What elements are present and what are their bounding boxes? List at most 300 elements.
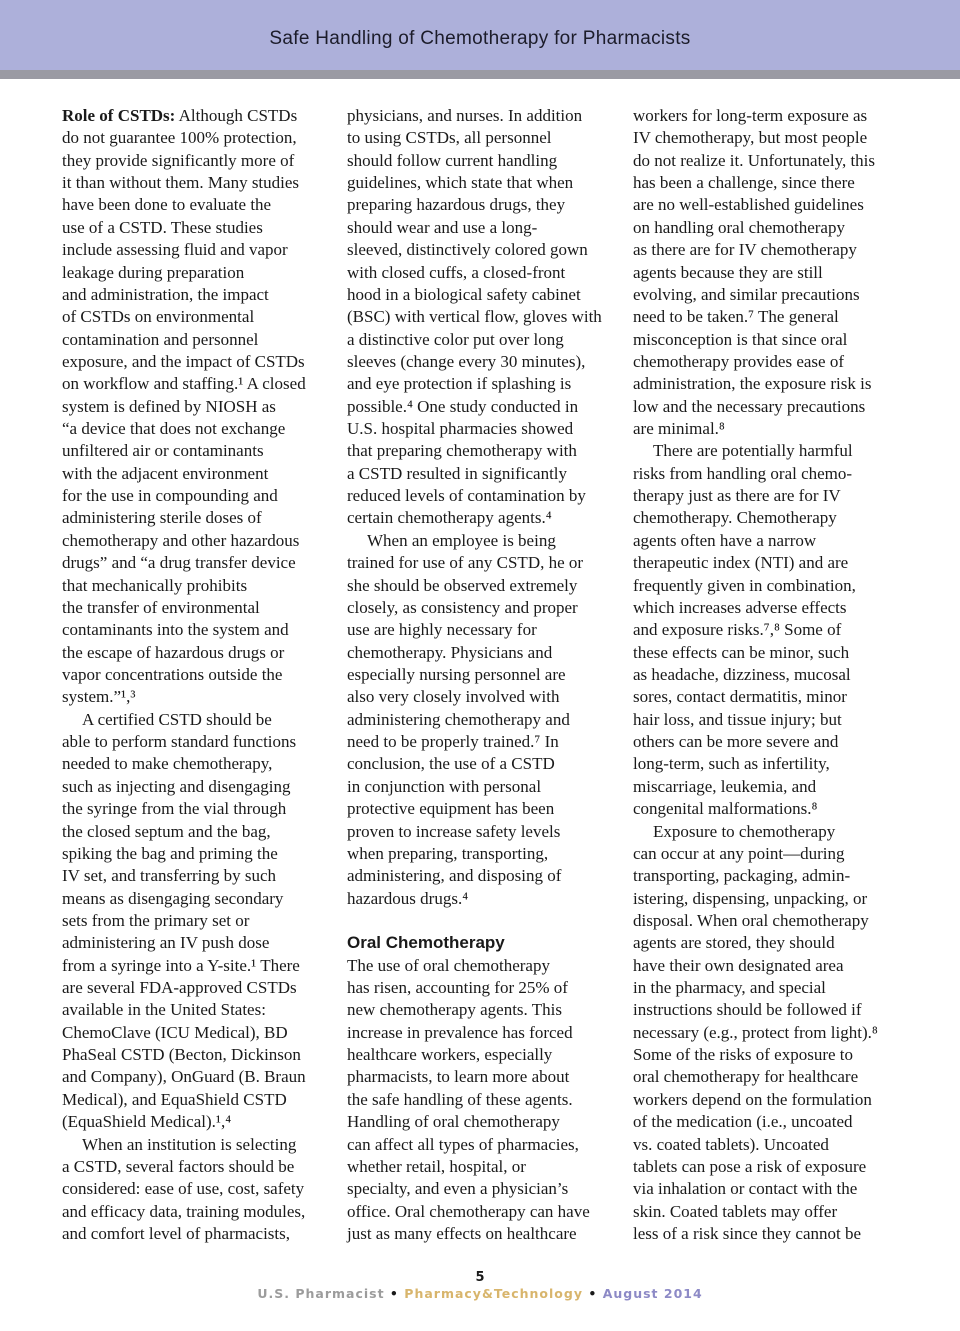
text-line-content: needed to make chemotherapy, bbox=[62, 754, 273, 774]
text-line bbox=[347, 306, 627, 328]
text-line-content: ChemoClave (ICU Medical), BD bbox=[62, 1022, 288, 1042]
text-line-content: There are potentially harmful bbox=[653, 441, 853, 461]
text-line bbox=[633, 440, 913, 462]
text-line bbox=[347, 262, 627, 284]
text-line-content: with closed cuffs, a closed-front bbox=[347, 262, 566, 282]
text-line bbox=[347, 552, 627, 574]
text-line bbox=[62, 798, 342, 820]
text-line-content: therapy just as there are for IV bbox=[633, 486, 841, 506]
text-line-content: chemotherapy provides ease of bbox=[633, 351, 844, 371]
text-line-content: congenital malformations.⁸ bbox=[633, 799, 818, 819]
text-line-content: sleeved, distinctively colored gown bbox=[347, 240, 588, 260]
text-line-content: increase in prevalence has forced bbox=[347, 1022, 573, 1042]
text-line-content: the escape of hazardous drugs or bbox=[62, 642, 285, 662]
text-line bbox=[62, 1178, 342, 1200]
text-line bbox=[62, 507, 342, 529]
text-line bbox=[347, 597, 627, 619]
text-line bbox=[347, 1066, 627, 1088]
text-line bbox=[347, 776, 627, 798]
text-line-content: low and the necessary precautions bbox=[633, 396, 866, 416]
text-line-content: whether retail, hospital, or bbox=[347, 1156, 526, 1176]
text-line bbox=[347, 485, 627, 507]
text-line bbox=[62, 753, 342, 775]
text-line bbox=[347, 507, 627, 529]
text-line-content: with the adjacent environment bbox=[62, 463, 269, 483]
text-line-content: to using CSTDs, all personnel bbox=[347, 128, 552, 148]
text-line-content: can affect all types of pharmacies, bbox=[347, 1134, 579, 1154]
text-line bbox=[347, 753, 627, 775]
text-line-content: and eye protection if splashing is bbox=[347, 374, 572, 394]
text-line bbox=[347, 664, 627, 686]
text-line bbox=[633, 709, 913, 731]
text-line bbox=[347, 440, 627, 462]
text-line-content: IV set, and transferring by such bbox=[62, 866, 277, 886]
text-line bbox=[62, 642, 342, 664]
text-line-content: others can be more severe and bbox=[633, 732, 839, 752]
text-line-content: Although CSTDs bbox=[175, 106, 298, 125]
text-line-content: a CSTD, several factors should be bbox=[62, 1156, 295, 1176]
text-line-content: in conjunction with personal bbox=[347, 776, 542, 796]
text-line-content: the syringe from the vial through bbox=[62, 799, 287, 819]
text-line bbox=[62, 932, 342, 954]
text-line bbox=[347, 1089, 627, 1111]
text-line bbox=[347, 709, 627, 731]
text-line-content: and exposure risks.⁷,⁸ Some of bbox=[633, 620, 842, 640]
text-line bbox=[347, 619, 627, 641]
text-line-content: chemotherapy. Physicians and bbox=[347, 642, 553, 662]
text-line bbox=[62, 686, 342, 708]
text-line bbox=[62, 440, 342, 462]
text-line-content: Exposure to chemotherapy bbox=[653, 821, 836, 841]
text-line bbox=[62, 1134, 342, 1156]
text-line-content: administering sterile doses of bbox=[62, 508, 262, 528]
text-line-content: administering, and disposing of bbox=[347, 866, 562, 886]
text-line-content: the closed septum and the bag, bbox=[62, 821, 271, 841]
text-line bbox=[633, 910, 913, 932]
text-column-1 bbox=[62, 105, 342, 1245]
text-line-content: (BSC) with vertical flow, gloves with bbox=[347, 307, 602, 327]
text-line-content: guidelines, which state that when bbox=[347, 173, 574, 193]
text-line-content: exposure, and the impact of CSTDs bbox=[62, 351, 305, 371]
text-line bbox=[62, 150, 342, 172]
text-line-content: workers depend on the formulation bbox=[633, 1089, 872, 1109]
text-line-content: vapor concentrations outside the bbox=[62, 664, 283, 684]
text-line-content: and efficacy data, training modules, bbox=[62, 1201, 306, 1221]
text-line bbox=[62, 351, 342, 373]
text-column-3 bbox=[633, 105, 913, 1245]
text-line-content: that preparing chemotherapy with bbox=[347, 441, 577, 461]
text-line bbox=[347, 463, 627, 485]
text-line bbox=[62, 463, 342, 485]
text-line-content: a CSTD resulted in significantly bbox=[347, 463, 568, 483]
text-line-content: chemotherapy and other hazardous bbox=[62, 530, 300, 550]
text-line-content: considered: ease of use, cost, safety bbox=[62, 1179, 305, 1199]
text-line-content: can occur at any point—during bbox=[633, 843, 845, 863]
text-line-content: When an institution is selecting bbox=[82, 1134, 297, 1154]
running-title: Safe Handling of Chemotherapy for Pharmacists bbox=[269, 28, 691, 49]
text-line-content: means as disengaging secondary bbox=[62, 888, 284, 908]
text-line bbox=[633, 1223, 913, 1245]
text-line-content: via inhalation or contact with the bbox=[633, 1179, 858, 1199]
text-line bbox=[62, 194, 342, 216]
text-line bbox=[62, 999, 342, 1021]
text-line-content: pharmacists, to learn more about bbox=[347, 1067, 570, 1087]
text-line bbox=[347, 105, 627, 127]
text-line-content: disposal. When oral chemotherapy bbox=[633, 910, 869, 930]
text-line bbox=[347, 1044, 627, 1066]
text-line-content: spiking the bag and priming the bbox=[62, 843, 278, 863]
text-line bbox=[347, 955, 627, 977]
text-line-content: long-term, such as infertility, bbox=[633, 754, 830, 774]
text-line bbox=[633, 463, 913, 485]
text-line bbox=[633, 418, 913, 440]
text-line-content: when preparing, transporting, bbox=[347, 843, 549, 863]
text-line-content: unfiltered air or contaminants bbox=[62, 441, 264, 461]
text-line bbox=[347, 731, 627, 753]
text-line-content: from a syringe into a Y-site.¹ There bbox=[62, 955, 300, 975]
text-line-content: IV chemotherapy, but most people bbox=[633, 128, 868, 148]
text-line-content: sleeves (change every 30 minutes), bbox=[347, 351, 586, 371]
text-line bbox=[633, 686, 913, 708]
text-line bbox=[633, 552, 913, 574]
text-line-content: as headache, dizziness, mucosal bbox=[633, 664, 851, 684]
text-line bbox=[347, 1156, 627, 1178]
text-line-content: the transfer of environmental bbox=[62, 597, 260, 617]
text-line bbox=[62, 709, 342, 731]
text-line-content: tablets can pose a risk of exposure bbox=[633, 1156, 867, 1176]
text-line-content: a distinctive color put over long bbox=[347, 329, 564, 349]
text-line-content: for the use in compounding and bbox=[62, 486, 278, 506]
footer-separator: • bbox=[588, 1286, 598, 1301]
text-line-content: which increases adverse effects bbox=[633, 597, 847, 617]
text-line-content: that mechanically prohibits bbox=[62, 575, 248, 595]
text-line bbox=[62, 530, 342, 552]
text-line bbox=[347, 1134, 627, 1156]
text-line bbox=[633, 865, 913, 887]
text-line-content: therapeutic index (NTI) and are bbox=[633, 553, 849, 573]
text-line bbox=[347, 239, 627, 261]
text-line bbox=[347, 150, 627, 172]
text-line bbox=[633, 597, 913, 619]
text-line bbox=[347, 1223, 627, 1245]
text-line-content: of CSTDs on environmental bbox=[62, 307, 255, 327]
text-line bbox=[62, 910, 342, 932]
text-line bbox=[62, 329, 342, 351]
text-line bbox=[62, 977, 342, 999]
text-line-content: risks from handling oral chemo- bbox=[633, 463, 853, 483]
text-line bbox=[633, 1134, 913, 1156]
text-line-content: office. Oral chemotherapy can have bbox=[347, 1201, 590, 1221]
text-line-content: need to be properly trained.⁷ In bbox=[347, 732, 559, 752]
text-line bbox=[62, 239, 342, 261]
text-line-content: administering an IV push dose bbox=[62, 933, 270, 953]
text-line-content: preparing hazardous drugs, they bbox=[347, 195, 566, 215]
text-line-content: sets from the primary set or bbox=[62, 910, 250, 930]
text-line bbox=[633, 127, 913, 149]
text-line bbox=[633, 1156, 913, 1178]
text-line-content: conclusion, the use of a CSTD bbox=[347, 754, 555, 774]
text-line bbox=[62, 217, 342, 239]
text-line bbox=[633, 843, 913, 865]
text-line-content: include assessing fluid and vapor bbox=[62, 240, 288, 260]
text-line bbox=[347, 194, 627, 216]
text-line-content: system is defined by NIOSH as bbox=[62, 396, 276, 416]
text-line bbox=[62, 373, 342, 395]
text-line bbox=[347, 373, 627, 395]
text-line-content: she should be observed extremely bbox=[347, 575, 578, 595]
text-line-content: certain chemotherapy agents.⁴ bbox=[347, 508, 552, 528]
text-line-content: use of a CSTD. These studies bbox=[62, 217, 263, 237]
text-line-content: frequently given in combination, bbox=[633, 575, 856, 595]
text-line bbox=[633, 1022, 913, 1044]
text-column-2 bbox=[347, 105, 627, 1245]
text-line-content: and administration, the impact bbox=[62, 284, 269, 304]
text-line-content: also very closely involved with bbox=[347, 687, 560, 707]
text-line bbox=[62, 552, 342, 574]
text-line-content: in the pharmacy, and special bbox=[633, 978, 826, 998]
text-line-content: When an employee is being bbox=[367, 530, 556, 550]
text-line-content: necessary (e.g., protect from light).⁸ bbox=[633, 1022, 878, 1042]
text-line bbox=[347, 284, 627, 306]
text-line-content: Handling of oral chemotherapy bbox=[347, 1112, 560, 1132]
text-line bbox=[633, 1066, 913, 1088]
text-line bbox=[633, 396, 913, 418]
text-line-content: hair loss, and tissue injury; but bbox=[633, 709, 842, 729]
page-number: 5 bbox=[475, 1270, 485, 1285]
text-line-content: especially nursing personnel are bbox=[347, 664, 566, 684]
section-heading: Oral Chemotherapy bbox=[347, 933, 505, 953]
text-line bbox=[347, 172, 627, 194]
text-line-content: are no well-established guidelines bbox=[633, 195, 864, 215]
text-line-content: system.”¹,³ bbox=[62, 687, 136, 707]
text-line-content: reduced levels of contamination by bbox=[347, 486, 586, 506]
text-line-content: should wear and use a long- bbox=[347, 217, 538, 237]
text-line bbox=[633, 373, 913, 395]
text-line-content: U.S. hospital pharmacies showed bbox=[347, 419, 574, 439]
text-line-content: as there are for IV chemotherapy bbox=[633, 240, 857, 260]
text-line bbox=[62, 284, 342, 306]
text-line-content: just as many effects on healthcare bbox=[347, 1223, 577, 1243]
text-line bbox=[633, 1111, 913, 1133]
text-line bbox=[633, 977, 913, 999]
text-line bbox=[62, 843, 342, 865]
text-line-content: istering, dispensing, unpacking, or bbox=[633, 888, 868, 908]
text-line-content: protective equipment has been bbox=[347, 799, 555, 819]
text-line bbox=[62, 127, 342, 149]
text-line bbox=[633, 619, 913, 641]
text-line-content: do not guarantee 100% protection, bbox=[62, 128, 297, 148]
footer-section: Pharmacy&Technology bbox=[404, 1286, 583, 1301]
text-line-content: A certified CSTD should be bbox=[82, 709, 272, 729]
text-line-content: agents often have a narrow bbox=[633, 530, 817, 550]
text-line bbox=[633, 798, 913, 820]
text-line-content: “a device that does not exchange bbox=[62, 419, 286, 439]
text-line bbox=[633, 821, 913, 843]
text-line-content: specialty, and even a physician’s bbox=[347, 1179, 569, 1199]
text-line bbox=[633, 1178, 913, 1200]
text-line bbox=[62, 418, 342, 440]
text-line bbox=[62, 1066, 342, 1088]
text-line-content: are several FDA-approved CSTDs bbox=[62, 978, 297, 998]
text-line bbox=[633, 1044, 913, 1066]
footer bbox=[0, 1286, 960, 1301]
text-line-content: hazardous drugs.⁴ bbox=[347, 888, 469, 908]
text-line bbox=[62, 888, 342, 910]
text-line-content: and Company), OnGuard (B. Braun bbox=[62, 1067, 306, 1087]
text-line-content: on handling oral chemotherapy bbox=[633, 217, 845, 237]
text-line-content: miscarriage, leukemia, and bbox=[633, 776, 817, 796]
text-line-content: (EquaShield Medical).¹,⁴ bbox=[62, 1112, 232, 1132]
text-line bbox=[347, 351, 627, 373]
text-line-content: these effects can be minor, such bbox=[633, 642, 850, 662]
text-line bbox=[347, 1111, 627, 1133]
text-line bbox=[347, 821, 627, 843]
text-line bbox=[633, 239, 913, 261]
text-line bbox=[62, 955, 342, 977]
text-line-content: skin. Coated tablets may offer bbox=[633, 1201, 838, 1221]
text-line bbox=[62, 105, 342, 127]
text-line-content: evolving, and similar precautions bbox=[633, 284, 860, 304]
text-line-content: oral chemotherapy for healthcare bbox=[633, 1067, 859, 1087]
text-line-content: administration, the exposure risk is bbox=[633, 374, 872, 394]
text-line-content: trained for use of any CSTD, he or bbox=[347, 553, 584, 573]
text-line-content: drugs” and “a drug transfer device bbox=[62, 553, 296, 573]
text-line-content: contaminants into the system and bbox=[62, 620, 289, 640]
text-line bbox=[62, 731, 342, 753]
text-line-content: it than without them. Many studies bbox=[62, 173, 300, 193]
text-line bbox=[62, 597, 342, 619]
text-line bbox=[633, 329, 913, 351]
text-line bbox=[633, 105, 913, 127]
text-line bbox=[633, 664, 913, 686]
text-line bbox=[62, 619, 342, 641]
text-line-content: Some of the risks of exposure to bbox=[633, 1045, 854, 1065]
text-line bbox=[633, 731, 913, 753]
text-line-content: on workflow and staffing.¹ A closed bbox=[62, 374, 306, 394]
text-line-content: need to be taken.⁷ The general bbox=[633, 307, 839, 327]
text-line bbox=[633, 642, 913, 664]
text-line-content: misconception is that since oral bbox=[633, 329, 848, 349]
text-line bbox=[633, 172, 913, 194]
text-line bbox=[347, 686, 627, 708]
text-line bbox=[347, 888, 627, 910]
text-line bbox=[62, 262, 342, 284]
text-line bbox=[633, 507, 913, 529]
text-line-content: the safe handling of these agents. bbox=[347, 1089, 573, 1109]
text-line bbox=[633, 530, 913, 552]
text-line-content: leakage during preparation bbox=[62, 262, 245, 282]
text-line bbox=[347, 329, 627, 351]
text-line-content: are minimal.⁸ bbox=[633, 419, 725, 439]
paragraph-spacer bbox=[347, 910, 627, 932]
text-line-content: transporting, packaging, admin- bbox=[633, 866, 851, 886]
text-line bbox=[347, 217, 627, 239]
text-line bbox=[62, 865, 342, 887]
footer-publication: U.S. Pharmacist bbox=[257, 1286, 385, 1301]
text-line bbox=[633, 575, 913, 597]
text-line-content: possible.⁴ One study conducted in bbox=[347, 396, 579, 416]
text-line-content: use are highly necessary for bbox=[347, 620, 537, 640]
text-line-content: proven to increase safety levels bbox=[347, 821, 561, 841]
text-line-content: closely, as consistency and proper bbox=[347, 597, 578, 617]
text-line-content: chemotherapy. Chemotherapy bbox=[633, 508, 837, 528]
text-line bbox=[62, 1044, 342, 1066]
text-line bbox=[62, 821, 342, 843]
text-line bbox=[62, 396, 342, 418]
footer-issue: August 2014 bbox=[602, 1286, 703, 1301]
text-line-content: hood in a biological safety cabinet bbox=[347, 284, 581, 304]
text-line-content: vs. coated tablets). Uncoated bbox=[633, 1134, 829, 1154]
text-line bbox=[633, 284, 913, 306]
text-line bbox=[62, 1022, 342, 1044]
text-line bbox=[633, 955, 913, 977]
text-line-content: do not realize it. Unfortunately, this bbox=[633, 150, 876, 170]
text-line-content: should follow current handling bbox=[347, 150, 558, 170]
text-line bbox=[633, 999, 913, 1021]
text-line-content: able to perform standard functions bbox=[62, 732, 297, 752]
text-line bbox=[347, 1022, 627, 1044]
text-line bbox=[62, 172, 342, 194]
text-line bbox=[633, 262, 913, 284]
text-line bbox=[62, 1089, 342, 1111]
text-line-content: The use of oral chemotherapy bbox=[347, 955, 550, 975]
text-line-content: instructions should be followed if bbox=[633, 1000, 862, 1020]
text-line bbox=[633, 776, 913, 798]
text-line-content: agents are stored, they should bbox=[633, 933, 835, 953]
text-line bbox=[347, 865, 627, 887]
text-line bbox=[347, 530, 627, 552]
text-line-content: and comfort level of pharmacists, bbox=[62, 1223, 291, 1243]
text-line-content: less of a risk since they cannot be bbox=[633, 1223, 862, 1243]
text-line bbox=[62, 776, 342, 798]
text-line bbox=[633, 932, 913, 954]
header-band bbox=[0, 0, 960, 70]
text-line bbox=[347, 1178, 627, 1200]
text-line-content: of the medication (i.e., uncoated bbox=[633, 1112, 853, 1132]
text-line-content: contamination and personnel bbox=[62, 329, 259, 349]
text-line bbox=[633, 194, 913, 216]
text-line bbox=[347, 843, 627, 865]
text-line-content: have been done to evaluate the bbox=[62, 195, 272, 215]
text-line bbox=[62, 1201, 342, 1223]
text-line bbox=[347, 418, 627, 440]
text-line bbox=[633, 351, 913, 373]
text-line bbox=[347, 396, 627, 418]
text-line-content: they provide significantly more of bbox=[62, 150, 295, 170]
text-line-content: healthcare workers, especially bbox=[347, 1045, 553, 1065]
text-line bbox=[633, 1089, 913, 1111]
text-line bbox=[633, 306, 913, 328]
text-line bbox=[633, 888, 913, 910]
text-line bbox=[633, 217, 913, 239]
text-line bbox=[347, 642, 627, 664]
text-line-content: Medical), and EquaShield CSTD bbox=[62, 1089, 287, 1109]
text-line-content: PhaSeal CSTD (Becton, Dickinson bbox=[62, 1045, 301, 1065]
text-line bbox=[347, 127, 627, 149]
text-line-content: has risen, accounting for 25% of bbox=[347, 978, 568, 998]
footer-separator: • bbox=[389, 1286, 399, 1301]
text-line bbox=[62, 664, 342, 686]
text-line bbox=[347, 575, 627, 597]
text-line bbox=[62, 1156, 342, 1178]
text-line bbox=[62, 1111, 342, 1133]
text-line bbox=[633, 753, 913, 775]
text-line-content: workers for long-term exposure as bbox=[633, 106, 868, 125]
text-line-content: sores, contact dermatitis, minor bbox=[633, 687, 847, 707]
text-line-content: new chemotherapy agents. This bbox=[347, 1000, 562, 1020]
text-line-content: such as injecting and disengaging bbox=[62, 776, 291, 796]
text-line-content: administering chemotherapy and bbox=[347, 709, 570, 729]
